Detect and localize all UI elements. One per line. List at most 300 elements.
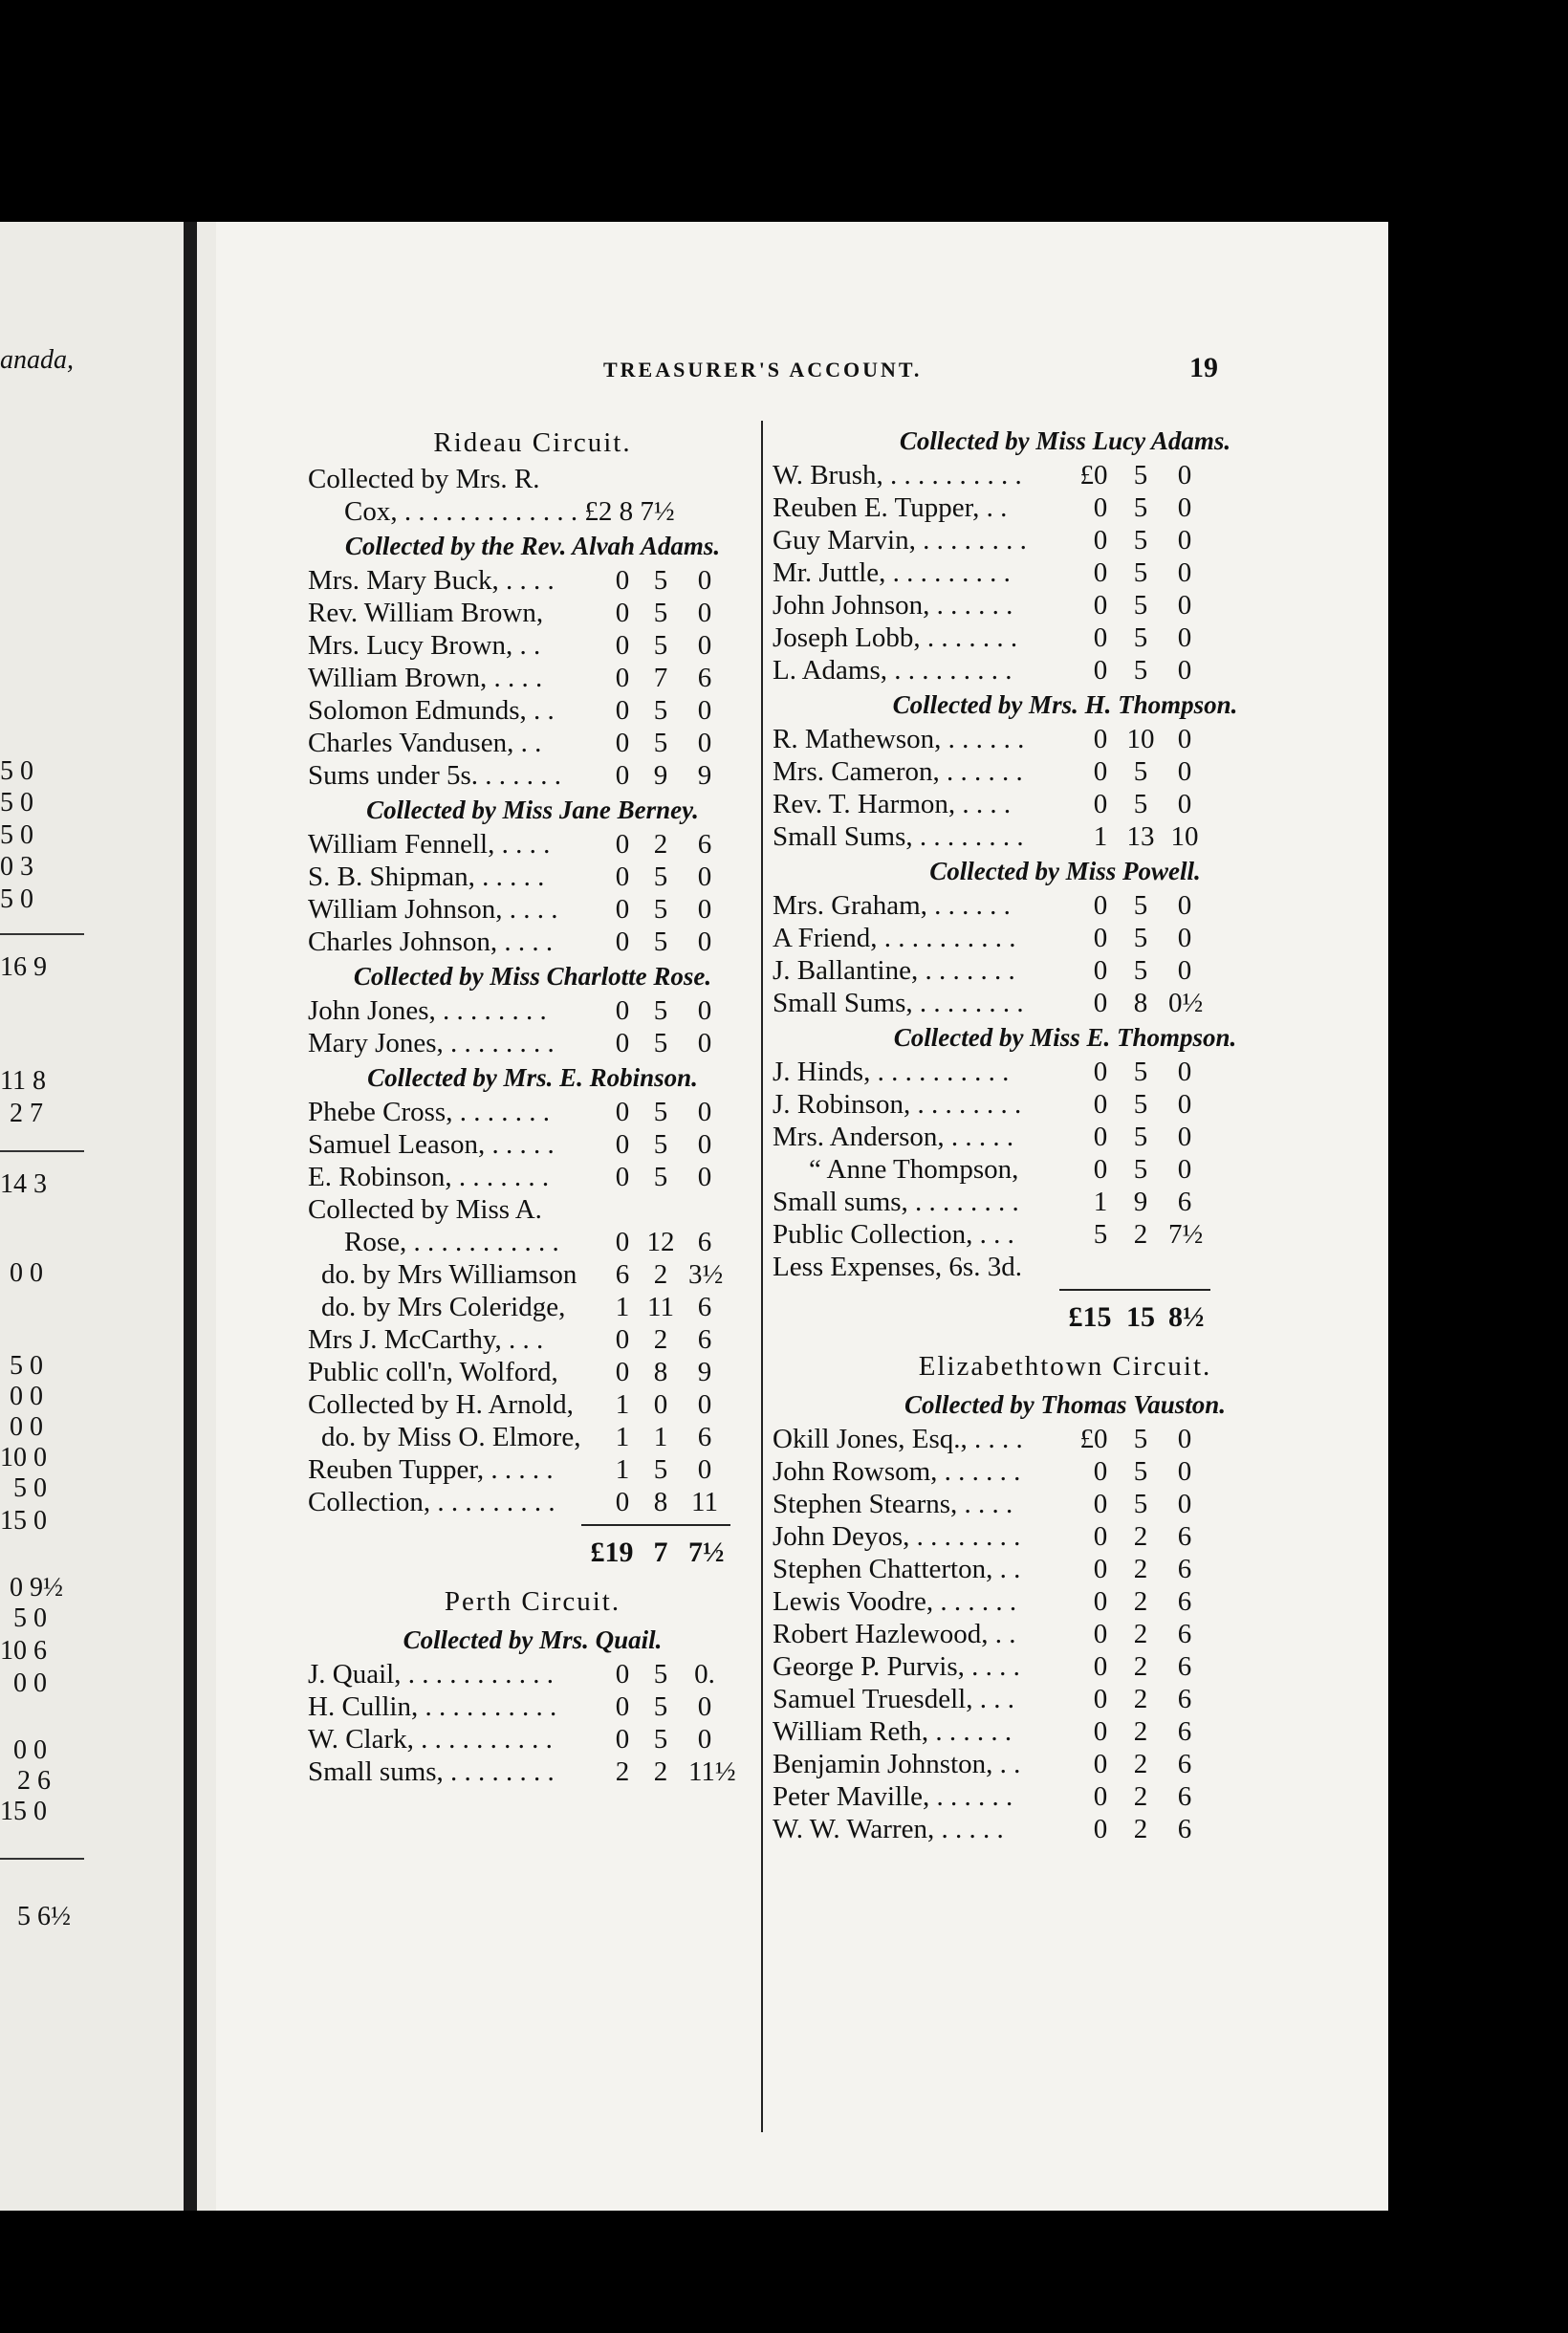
amount-shillings: 1 (653, 1422, 668, 1452)
entry-name: Public coll'n, Wolford, (308, 1357, 558, 1387)
amount-shillings: 5 (1133, 1489, 1148, 1519)
entry-name: do. by Miss O. Elmore, (321, 1422, 581, 1452)
facing-page-text: 0 0 (13, 1668, 47, 1698)
amount-pounds: 0 (1093, 557, 1108, 588)
amount-pounds: 0 (1093, 590, 1108, 621)
entry-row (308, 994, 757, 1027)
amount-pence: 9 (697, 1357, 712, 1387)
right-column (773, 423, 1358, 1845)
entry-name: “ Anne Thompson, (809, 1154, 1019, 1185)
amount-shillings: 5 (653, 565, 668, 596)
amount-shillings: 5 (1133, 1089, 1148, 1120)
entry-row (773, 1121, 1358, 1153)
entry-row (773, 1585, 1358, 1618)
entry-name: Okill Jones, Esq., . . . . (773, 1424, 1023, 1454)
amount-pounds: 0 (1093, 1781, 1108, 1812)
entry-name: J. Robinson, . . . . . . . . (773, 1089, 1022, 1120)
amount-pence: 6 (1177, 1716, 1192, 1747)
entry-name: Charles Vandusen, . . (308, 728, 542, 758)
amount-pence: 6 (1177, 1749, 1192, 1779)
facing-page-text: 10 6 (0, 1636, 47, 1666)
amount-pounds: 1 (1093, 1187, 1108, 1217)
amount-pence: 11½ (688, 1756, 736, 1787)
facing-page-text: 2 6 (17, 1766, 51, 1796)
amount-shillings: 5 (653, 1659, 668, 1690)
entry-name: William Brown, . . . . (308, 663, 543, 693)
entry-name: John Jones, . . . . . . . . (308, 995, 547, 1026)
amount-pounds: 0 (615, 1162, 630, 1192)
facing-page-text: 0 3 (0, 852, 33, 882)
total-shillings: 7 (653, 1537, 668, 1568)
amount-shillings: 11 (647, 1292, 674, 1322)
amount-pounds: 0 (1093, 1122, 1108, 1152)
amount-pounds: 0 (1093, 655, 1108, 686)
running-header (216, 352, 1388, 390)
amount-pounds: £0 (1079, 460, 1108, 491)
amount-pence: 0 (1177, 525, 1192, 556)
amount-pence: 11 (691, 1487, 718, 1517)
amount-shillings: 2 (653, 829, 668, 860)
amount-pence: 6 (697, 1422, 712, 1452)
amount-pence: 0 (697, 927, 712, 957)
rule-line (581, 1524, 730, 1526)
entry-row (308, 1755, 757, 1788)
facing-page-text: 5 0 (0, 788, 33, 818)
entry-name: do. by Mrs Coleridge, (321, 1292, 566, 1322)
amount-pence: 0 (1177, 1456, 1192, 1487)
amount-pence: 6 (1177, 1814, 1192, 1844)
amount-shillings: 10 (1126, 724, 1155, 754)
entry-name: Phebe Cross, . . . . . . . (308, 1097, 550, 1127)
amount-pence: 0 (1177, 460, 1192, 491)
amount-pounds: 0 (1093, 492, 1108, 523)
amount-shillings: 5 (653, 1724, 668, 1755)
amount-pence: 0 (697, 894, 712, 925)
amount-pence: 6 (697, 1292, 712, 1322)
entry-row (308, 495, 757, 528)
amount-shillings: 5 (1133, 557, 1148, 588)
entry-name: Small Sums, . . . . . . . . (773, 988, 1024, 1018)
entry-name: do. by Mrs Williamson (321, 1259, 577, 1290)
amount-pence: 0 (697, 1454, 712, 1485)
amount-pounds: 0 (1093, 1057, 1108, 1087)
amount-shillings: 5 (653, 1162, 668, 1192)
amount-pence: 0 (697, 630, 712, 661)
amount-pounds: 0 (1093, 1489, 1108, 1519)
amount-pence: 0 (1177, 1057, 1192, 1087)
facing-page-text: 5 6½ (17, 1902, 71, 1931)
entry-row (308, 1258, 757, 1291)
amount-shillings: 9 (653, 760, 668, 791)
total-row (773, 1297, 1358, 1339)
page-gutter (184, 222, 197, 2211)
entry-row (773, 1218, 1358, 1251)
entry-row (308, 597, 757, 629)
entry-row (773, 1186, 1358, 1218)
amount-shillings: 13 (1126, 821, 1155, 852)
entry-name: Mary Jones, . . . . . . . . (308, 1028, 555, 1058)
amount-pence: 6 (1177, 1684, 1192, 1714)
amount-pounds: 0 (615, 1028, 630, 1058)
amount-pence: 0 (697, 1162, 712, 1192)
amount-pounds: 0 (1093, 1651, 1108, 1682)
entry-name: W. Clark, . . . . . . . . . . (308, 1724, 553, 1755)
total-pounds: £15 (1068, 1301, 1112, 1333)
entry-row (773, 954, 1358, 987)
facing-page-text: 5 0 (13, 1603, 47, 1633)
facing-page-text: 16 9 (0, 952, 47, 982)
entry-name: Robert Hazlewood, . . (773, 1619, 1016, 1649)
collector-heading: Collected by Mrs. E. Robinson. (367, 1063, 698, 1092)
entry-row (773, 556, 1358, 589)
amount-pounds: 1 (615, 1422, 630, 1452)
entry-row (308, 1723, 757, 1755)
facing-page-rule (0, 933, 84, 935)
entry-row (308, 1291, 757, 1323)
amount-shillings: 5 (653, 861, 668, 892)
entry-name: Rev. William Brown, (308, 598, 544, 628)
facing-page-text: 5 0 (10, 1351, 43, 1381)
amount-pence: 0 (697, 728, 712, 758)
amount-pounds: 0 (615, 1691, 630, 1722)
amount-pence: 0. (694, 1659, 715, 1690)
facing-page-text: 10 0 (0, 1443, 47, 1472)
entry-name: Solomon Edmunds, . . (308, 695, 555, 726)
amount-pounds: 0 (615, 861, 630, 892)
amount-pounds: 0 (1093, 756, 1108, 787)
entry-row (308, 463, 757, 495)
entry-row (308, 1096, 757, 1128)
entry-row (773, 589, 1358, 621)
entry-row (773, 755, 1358, 788)
facing-page-text: 5 0 (0, 820, 33, 850)
amount-pounds: 0 (1093, 1814, 1108, 1844)
amount-shillings: 2 (1133, 1814, 1148, 1844)
entry-row (773, 788, 1358, 820)
collector-heading: Collected by Miss Jane Berney. (366, 796, 699, 824)
entry-row (773, 987, 1358, 1019)
amount-pounds: 0 (615, 1324, 630, 1355)
amount-pounds: 0 (1093, 923, 1108, 953)
collector-heading: Collected by the Rev. Alvah Adams. (344, 532, 721, 560)
entry-name: S. B. Shipman, . . . . . (308, 861, 545, 892)
entry-row (308, 1421, 757, 1453)
entry-name: Collected by Miss A. (308, 1194, 542, 1225)
entry-name: Rev. T. Harmon, . . . . (773, 789, 1012, 819)
entry-name: Stephen Stearns, . . . . (773, 1489, 1013, 1519)
amount-pounds: 0 (615, 829, 630, 860)
amount-pence: 6 (1177, 1619, 1192, 1649)
collector-heading: Collected by Miss E. Thompson. (893, 1023, 1237, 1052)
gutter-margin (197, 222, 216, 2211)
entry-name: L. Adams, . . . . . . . . . (773, 655, 1013, 686)
amount-shillings: 2 (1133, 1781, 1148, 1812)
amount-pounds: 0 (1093, 1619, 1108, 1649)
amount-pounds: 0 (615, 1487, 630, 1517)
entry-row (773, 1715, 1358, 1748)
amount-shillings: 5 (1133, 923, 1148, 953)
amount-pence: 0 (697, 995, 712, 1026)
amount-pounds: 0 (615, 927, 630, 957)
amount-shillings: 2 (1133, 1684, 1148, 1714)
amount-pence: 0 (697, 598, 712, 628)
amount-pounds: 0 (1093, 1554, 1108, 1584)
amount-pence: 0 (697, 1724, 712, 1755)
amount-shillings: 2 (1133, 1619, 1148, 1649)
amount-pence: 3½ (688, 1259, 724, 1290)
amount-shillings: 7 (653, 663, 668, 693)
entry-name: J. Quail, . . . . . . . . . . . (308, 1659, 554, 1690)
entry-name: Mrs. Cameron, . . . . . . (773, 756, 1023, 787)
entry-row (308, 1388, 757, 1421)
amount-shillings: 5 (1133, 492, 1148, 523)
entry-name: Joseph Lobb, . . . . . . . (773, 622, 1018, 653)
amount-shillings: 5 (653, 1454, 668, 1485)
amount-pence: 0 (697, 695, 712, 726)
entry-name: George P. Purvis, . . . . (773, 1651, 1020, 1682)
column-divider (761, 421, 763, 2132)
amount-shillings: 5 (653, 1097, 668, 1127)
amount-pence: 0 (1177, 1089, 1192, 1120)
facing-page-text: 0 0 (10, 1412, 43, 1442)
facing-page-text: 2 7 (10, 1099, 43, 1128)
amount-pounds: 6 (615, 1259, 630, 1290)
amount-shillings: 2 (1133, 1749, 1148, 1779)
amount-shillings: 5 (1133, 955, 1148, 986)
entry-row (773, 1748, 1358, 1780)
total-pounds: £19 (590, 1537, 634, 1568)
facing-page-text: 0 9½ (10, 1573, 63, 1603)
amount-pence: 0½ (1168, 988, 1204, 1018)
amount-shillings: 5 (1133, 590, 1148, 621)
entry-name: Mrs. Lucy Brown, . . (308, 630, 541, 661)
amount-shillings: 8 (1133, 988, 1148, 1018)
entry-row (773, 1520, 1358, 1553)
running-title: TREASURER'S ACCOUNT. (603, 358, 923, 382)
entry-row (308, 1486, 757, 1518)
amount-pounds: 5 (1093, 1219, 1108, 1250)
amount-pounds: 0 (615, 728, 630, 758)
entry-row (308, 1658, 757, 1690)
entry-name: Small Sums, . . . . . . . . (773, 821, 1024, 852)
page (216, 222, 1388, 2211)
entry-row (308, 926, 757, 958)
amount-pounds: 0 (1093, 724, 1108, 754)
amount-pence: 0 (1177, 557, 1192, 588)
amount-pounds: 1 (615, 1292, 630, 1322)
amount-pounds: 0 (615, 663, 630, 693)
amount-pounds: 0 (1093, 1716, 1108, 1747)
entry-name: Mrs J. McCarthy, . . . (308, 1324, 544, 1355)
entry-row (773, 889, 1358, 922)
amount-pence: 0 (1177, 492, 1192, 523)
entry-name: John Rowsom, . . . . . . (773, 1456, 1021, 1487)
amount-pence: 7½ (1168, 1219, 1204, 1250)
entry-row (773, 1488, 1358, 1520)
entry-name: Samuel Truesdell, . . . (773, 1684, 1014, 1714)
entry-name: Reuben E. Tupper, . . (773, 492, 1008, 523)
amount-shillings: 2 (1133, 1651, 1148, 1682)
facing-page-fragment (0, 222, 184, 2211)
amount-shillings: 5 (653, 894, 668, 925)
entry-row (308, 1226, 757, 1258)
entry-row (773, 1088, 1358, 1121)
amount-shillings: 2 (653, 1259, 668, 1290)
amount-pounds: 0 (1093, 1749, 1108, 1779)
entry-name: W. W. Warren, . . . . . (773, 1814, 1004, 1844)
amount-shillings: 5 (1133, 890, 1148, 921)
amount-pence: 6 (1177, 1554, 1192, 1584)
entry-row (773, 1056, 1358, 1088)
amount-pence: 0 (1177, 655, 1192, 686)
entry-name: Stephen Chatterton, . . (773, 1554, 1021, 1584)
amount-pence: 0 (697, 1028, 712, 1058)
amount-pounds: 0 (615, 565, 630, 596)
entry-name: Mrs. Mary Buck, . . . . (308, 565, 555, 596)
entry-row (308, 629, 757, 662)
amount-shillings: 5 (1133, 1424, 1148, 1454)
entry-row (308, 1690, 757, 1723)
entry-row (308, 1128, 757, 1161)
facing-page-rule (0, 1150, 84, 1152)
amount-shillings: 5 (653, 927, 668, 957)
amount-pence: 9 (697, 760, 712, 791)
amount-shillings: 5 (1133, 1154, 1148, 1185)
amount-pounds: 0 (1093, 1521, 1108, 1552)
amount-pounds: 0 (615, 894, 630, 925)
amount-pence: 6 (697, 663, 712, 693)
amount-shillings: 12 (646, 1227, 675, 1257)
entry-name: R. Mathewson, . . . . . . (773, 724, 1025, 754)
entry-name: E. Robinson, . . . . . . . (308, 1162, 550, 1192)
facing-page-text: 0 0 (10, 1258, 43, 1288)
amount-pence: 0 (697, 861, 712, 892)
entry-row (773, 1455, 1358, 1488)
entry-name: William Fennell, . . . . (308, 829, 551, 860)
amount-shillings: 5 (1133, 525, 1148, 556)
amount-pounds: 0 (615, 630, 630, 661)
entry-name: William Reth, . . . . . . (773, 1716, 1013, 1747)
amount-pounds: 0 (1093, 525, 1108, 556)
facing-page-text: 0 0 (13, 1735, 47, 1765)
amount-pence: 0 (1177, 1154, 1192, 1185)
entry-row (308, 1356, 757, 1388)
entry-row (773, 524, 1358, 556)
amount-pence: 0 (1177, 955, 1192, 986)
amount-shillings: 2 (653, 1756, 668, 1787)
amount-pounds: 0 (615, 1097, 630, 1127)
amount-shillings: 5 (653, 695, 668, 726)
facing-page-text: 15 0 (0, 1797, 47, 1826)
amount-pounds: 0 (1093, 1456, 1108, 1487)
facing-page-text: 15 0 (0, 1506, 47, 1536)
entry-row (308, 893, 757, 926)
entry-row (308, 1453, 757, 1486)
entry-name: Lewis Voodre, . . . . . . (773, 1586, 1017, 1617)
entry-name: Peter Maville, . . . . . . (773, 1781, 1013, 1812)
amount-shillings: 8 (653, 1487, 668, 1517)
amount-pounds: 0 (1093, 1684, 1108, 1714)
amount-pence: 6 (1177, 1187, 1192, 1217)
amount-pounds: 0 (615, 1227, 630, 1257)
entry-name: Collected by H. Arnold, (308, 1389, 574, 1420)
entry-name: W. Brush, . . . . . . . . . . (773, 460, 1022, 491)
entry-row (308, 1161, 757, 1193)
entry-row (308, 1323, 757, 1356)
entry-row (308, 694, 757, 727)
amount-pence: 0 (1177, 590, 1192, 621)
amount-pence: 0 (697, 565, 712, 596)
amount-pence: 0 (1177, 1122, 1192, 1152)
entry-name: Guy Marvin, . . . . . . . . (773, 525, 1027, 556)
amount-pence: 10 (1170, 821, 1199, 852)
facing-page-text: 0 0 (10, 1382, 43, 1411)
amount-shillings: 9 (1133, 1187, 1148, 1217)
amount-pence: 0 (697, 1097, 712, 1127)
entry-row (308, 564, 757, 597)
amount-pounds: 0 (1093, 955, 1108, 986)
amount-pounds: 0 (1093, 789, 1108, 819)
entry-row (773, 922, 1358, 954)
entry-row (308, 828, 757, 861)
amount-shillings: 5 (653, 630, 668, 661)
amount-pounds: 0 (1093, 1154, 1108, 1185)
amount-pounds: 1 (615, 1454, 630, 1485)
amount-pence: 0 (697, 1129, 712, 1160)
amount-pounds: 0 (1093, 622, 1108, 653)
spacer (308, 1574, 757, 1581)
amount-pence: 6 (697, 829, 712, 860)
total-rule (773, 1283, 1358, 1297)
amount-pounds: 0 (615, 1659, 630, 1690)
amount-shillings: 5 (653, 1691, 668, 1722)
entry-row (773, 723, 1358, 755)
entry-name: Sums under 5s. . . . . . . (308, 760, 562, 791)
facing-page-text: 5 0 (0, 884, 33, 914)
amount-pence: 6 (1177, 1586, 1192, 1617)
spacer (773, 1339, 1358, 1346)
amount-pounds: 0 (615, 760, 630, 791)
amount-shillings: 5 (1133, 1057, 1148, 1087)
amount-shillings: 5 (1133, 789, 1148, 819)
entry-row (773, 1813, 1358, 1845)
amount-pence: 0 (1177, 789, 1192, 819)
facing-page-text: 11 8 (0, 1066, 46, 1096)
amount-pence: 6 (1177, 1651, 1192, 1682)
entry-name: J. Ballantine, . . . . . . . (773, 955, 1015, 986)
entry-row (773, 1553, 1358, 1585)
entry-row (773, 820, 1358, 853)
entry-name: A Friend, . . . . . . . . . . (773, 923, 1016, 953)
entry-name: Collection, . . . . . . . . . (308, 1487, 555, 1517)
facing-page-text: 5 0 (13, 1473, 47, 1503)
amount-pounds: 0 (1093, 1586, 1108, 1617)
amount-shillings: 0 (653, 1389, 668, 1420)
amount-shillings: 5 (1133, 622, 1148, 653)
amount-pounds: 0 (615, 1724, 630, 1755)
entry-row (308, 1193, 757, 1226)
circuit-caption: Rideau Circuit. (433, 427, 632, 458)
entry-name: Benjamin Johnston, . . (773, 1749, 1021, 1779)
amount-shillings: 5 (1133, 460, 1148, 491)
amount-shillings: 2 (1133, 1586, 1148, 1617)
entry-row (773, 1683, 1358, 1715)
amount-pounds: 0 (1093, 988, 1108, 1018)
amount-pounds: 0 (615, 995, 630, 1026)
amount-shillings: 5 (1133, 1122, 1148, 1152)
amount-pounds: 0 (615, 598, 630, 628)
amount-pounds: 2 (615, 1756, 630, 1787)
